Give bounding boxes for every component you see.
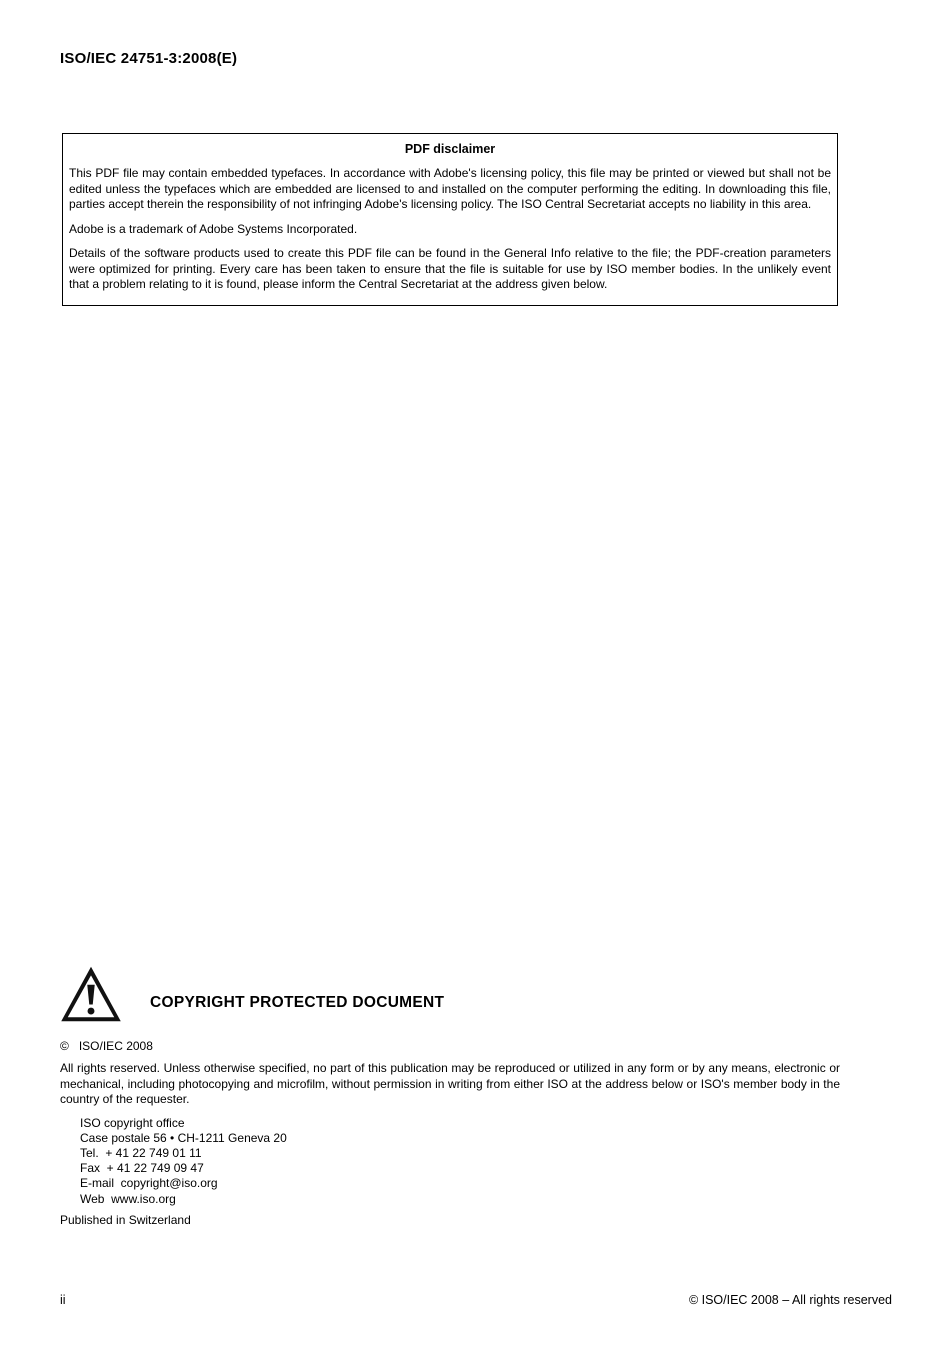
copyright-heading-row <box>60 965 840 1023</box>
header-doc-reference: ISO/IEC 24751-3:2008(E) <box>60 50 238 67</box>
disclaimer-title: PDF disclaimer <box>404 142 496 156</box>
address-line-office: ISO copyright office <box>80 1115 185 1130</box>
warning-triangle-icon <box>60 965 122 1023</box>
address-line-email: E-mail copyright@iso.org <box>80 1176 218 1191</box>
address-line-tel: Tel. + 41 22 749 01 11 <box>80 1145 202 1160</box>
footer-copyright: © ISO/IEC 2008 – All rights reserved <box>688 1293 892 1307</box>
pdf-disclaimer-box <box>62 133 838 306</box>
copyright-section <box>60 965 840 1227</box>
rights-paragraph: All rights reserved. Unless otherwise specified, no part of this publication may be reproduced or utilized in any form or by any means, electronic or mechanical, including photocopying and microfilm, without permission in writing from either ISO at the address below or ISO's member body in the country of the requester. <box>60 1061 840 1106</box>
copyright-symbol-line: © ISO/IEC 2008 <box>60 1039 153 1053</box>
footer-page-number: ii <box>60 1293 66 1307</box>
disclaimer-paragraph: This PDF file may contain embedded typefaces. In accordance with Adobe's licensing policy, this file may be printed or viewed but shall not be edited unless the typefaces which are embedded are licensed to and installed on the computer performing the editing. In downloading this file, parties accept therein the responsibility of not infringing Adobe's licensing policy. The ISO Central Secretariat accepts no liability in this area. <box>69 166 831 211</box>
copyright-protected-heading: COPYRIGHT PROTECTED DOCUMENT <box>150 994 445 1011</box>
disclaimer-paragraph: Details of the software products used to create this PDF file can be found in the General Info relative to the file; the PDF-creation parameters were optimized for printing. Every care has been taken to ensure that the file is suitable for use by ISO member bodies. In the unlikely event that a problem relating to it is found, please inform the Central Secretariat at the address given below. <box>69 246 831 291</box>
address-line-postal: Case postale 56 • CH-1211 Geneva 20 <box>80 1130 287 1145</box>
iso-address-block <box>80 1116 840 1207</box>
address-line-fax: Fax + 41 22 749 09 47 <box>80 1161 204 1176</box>
disclaimer-paragraph: Adobe is a trademark of Adobe Systems Incorporated. <box>69 221 358 236</box>
address-line-web: Web www.iso.org <box>80 1191 176 1206</box>
page-footer <box>60 1293 892 1307</box>
published-line: Published in Switzerland <box>60 1212 191 1227</box>
